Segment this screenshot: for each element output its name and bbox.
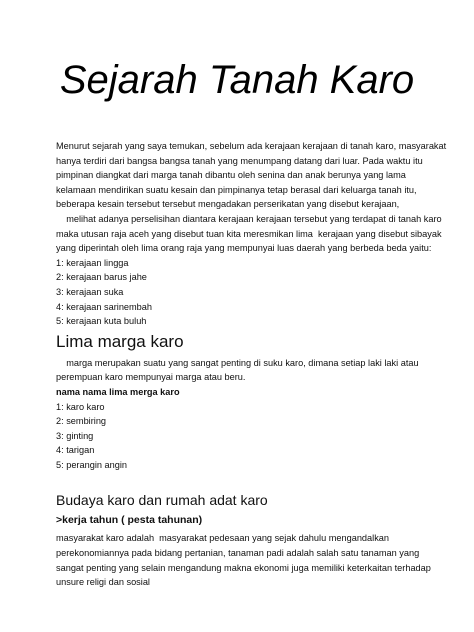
list-item: 5: kerajaan kuta buluh — [56, 316, 147, 327]
list-item: 2: sembiring — [56, 416, 107, 427]
list-item: 3: ginting — [56, 430, 94, 441]
intro-line: pimpinan diangkat dari marga tanah dibantu oleh senina dan anak berunya yang lama — [56, 170, 406, 181]
intro-line: kelamaan mendirikan suatu kesain dan pimpinanya tetap berasal dari keluarga tanah itu, — [56, 184, 417, 195]
budaya-line: perekonomiannya pada bidang pertanian, tanaman padi adalah salah satu tanaman yang — [56, 548, 420, 559]
marga-subheading: nama nama lima merga karo — [56, 386, 180, 397]
document-body — [56, 139, 447, 590]
list-item: 1: karo karo — [56, 401, 105, 412]
list-item: 3: kerajaan suka — [56, 286, 124, 297]
list-item: 5: perangin angin — [56, 459, 128, 470]
budaya-line: sangat penting yang selain mengandung makna ekonomi juga memiliki keterkaitan terhadap — [56, 562, 431, 573]
marga-line: marga merupakan suatu yang sangat penting di suku karo, dimana setiap laki laki atau — [56, 357, 419, 368]
marga-paragraph — [56, 356, 426, 385]
budaya-paragraph — [56, 531, 431, 589]
intro-paragraph — [56, 139, 447, 256]
intro-line: hanya terdiri dari bangsa bangsa tanah yang menumpang datang dari luar. Pada waktu itu — [56, 155, 423, 166]
intro-line: yang diperintah oleh lima orang raja yang mempunyai luas daerah yang berbeda beda yaitu: — [56, 243, 432, 254]
kerajaan-list — [56, 256, 426, 329]
page-title: Sejarah Tanah Karo — [59, 58, 415, 102]
list-item: 1: kerajaan lingga — [56, 257, 129, 268]
intro-line: maka utusan raja aceh yang disebut tuan kita meresmikan lima kerajaan yang disebut sibayak — [56, 228, 442, 239]
intro-line: Menurut sejarah yang saya temukan, sebelum ada kerajaan kerajaan di tanah karo, masyarakat — [56, 141, 447, 151]
list-item: 2: kerajaan barus jahe — [56, 272, 147, 283]
budaya-line: unsure religi dan sosial — [56, 577, 150, 588]
intro-line: melihat adanya perselisihan diantara kerajaan kerajaan tersebut yang terdapat di tanah karo — [56, 213, 442, 224]
section-heading-marga: Lima marga karo — [56, 331, 184, 351]
list-item: 4: tarigan — [56, 445, 95, 456]
list-item: 4: kerajaan sarinembah — [56, 301, 153, 312]
budaya-subheading: >kerja tahun ( pesta tahunan) — [56, 514, 203, 527]
marga-list — [56, 400, 426, 473]
section-heading-budaya: Budaya karo dan rumah adat karo — [56, 492, 268, 509]
marga-line: perempuan karo mempunyai marga atau beru. — [56, 372, 246, 383]
budaya-line: masyarakat karo adalah masyarakat pedesaan yang sejak dahulu mengandalkan — [56, 533, 390, 544]
intro-line: beberapa kesain tersebut tersebut mengadakan perserikatan yang disebut kerajaan, — [56, 199, 400, 210]
